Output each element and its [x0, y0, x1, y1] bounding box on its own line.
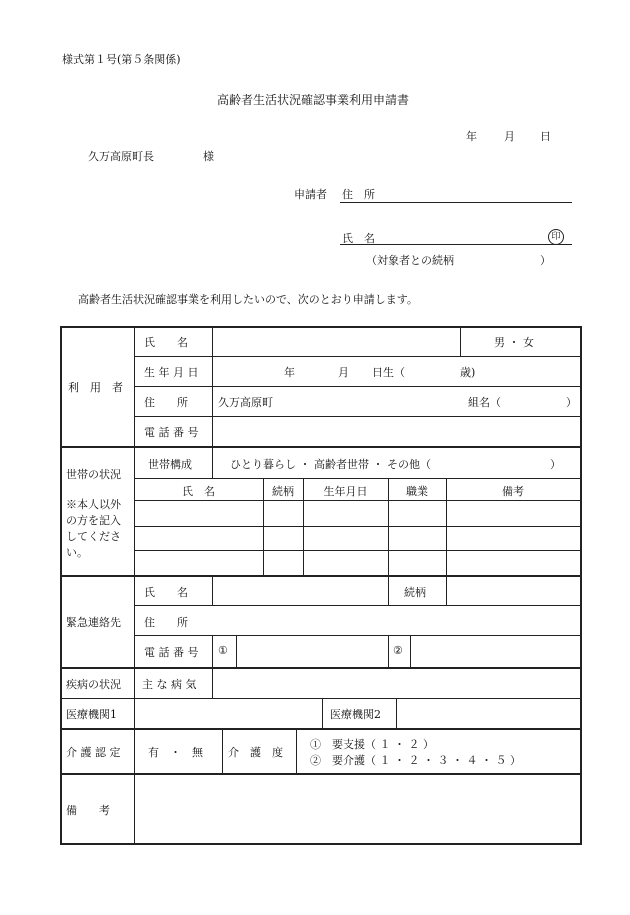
care-support-option[interactable]: ① 要支援（ １ ・ ２ ）: [310, 738, 434, 751]
disease-section-label: 疾病の状況: [66, 678, 121, 691]
care-level-label: 介 護 度: [228, 746, 283, 759]
household-col-occupation: 職業: [406, 485, 428, 498]
disease-main-label: 主 な 病 気: [142, 678, 197, 691]
user-dob-month: 月: [338, 366, 349, 379]
remarks-field[interactable]: [136, 776, 578, 842]
user-group-close: ）: [566, 396, 577, 409]
date-month-label: 月: [504, 130, 515, 143]
household-col-remarks: 備考: [502, 485, 524, 498]
household-col-dob: 生年月日: [323, 485, 368, 498]
medical-institution2-label: 医療機関2: [330, 708, 381, 721]
household-row[interactable]: [136, 502, 578, 525]
emergency-phone-label: 電 話 番 号: [144, 646, 199, 659]
user-dob-day: 日生（: [372, 366, 405, 379]
emergency-section-label: 緊急連絡先: [66, 616, 121, 629]
emergency-phone1-field[interactable]: [238, 638, 386, 665]
addressee-name: 久万高原町長: [88, 150, 154, 163]
household-note-line-4: い。: [66, 546, 88, 559]
form-number: 様式第１号(第５条関係): [62, 53, 181, 66]
user-phone-label: 電 話 番 号: [144, 426, 199, 439]
applicant-name-field[interactable]: [340, 244, 572, 245]
form-title: 高齢者生活状況確認事業利用申請書: [217, 93, 410, 107]
household-row[interactable]: [136, 528, 578, 549]
user-phone-field[interactable]: [214, 418, 578, 445]
seal-mark-icon: 印: [548, 229, 564, 245]
emergency-name-label: 氏 名: [144, 586, 188, 599]
applicant-name-label: 氏 名: [342, 232, 375, 245]
household-note-line-3: してくださ: [66, 530, 121, 543]
user-name-label: 氏 名: [144, 336, 188, 349]
user-dob-year: 年: [284, 366, 295, 379]
emergency-phone1-marker: ①: [218, 644, 228, 657]
emergency-relation-label: 続柄: [404, 586, 426, 599]
medical-institution1-label: 医療機関1: [66, 708, 117, 721]
care-care-option[interactable]: ② 要介護（ １ ・ ２ ・ ３ ・ ４ ・ ５ ）: [310, 754, 521, 767]
medical-institution1-field[interactable]: [136, 700, 320, 727]
household-section-label: 世帯の状況: [66, 468, 121, 481]
user-address-value[interactable]: 久万高原町: [218, 396, 273, 409]
household-composition-options[interactable]: ひとり暮らし ・ 高齢者世帯 ・ その他（: [230, 458, 431, 471]
care-section-label: 介 護 認 定: [66, 746, 121, 759]
user-name-field[interactable]: [214, 328, 458, 355]
household-col-relation: 続柄: [272, 485, 294, 498]
household-row[interactable]: [136, 552, 578, 574]
applicant-address-field[interactable]: [340, 202, 572, 203]
applicant-label: 申請者: [294, 188, 327, 201]
date-year-label: 年: [466, 130, 477, 143]
medical-institution2-field[interactable]: [398, 700, 578, 727]
remarks-label: 備 考: [66, 804, 110, 817]
addressee-honorific: 様: [203, 150, 214, 163]
user-section-label: 利 用 者: [68, 381, 123, 394]
emergency-phone2-field[interactable]: [412, 638, 578, 665]
household-composition-label: 世帯構成: [148, 458, 192, 471]
user-gender-options[interactable]: 男 ・ 女: [494, 336, 534, 349]
emergency-address-field[interactable]: [214, 608, 578, 634]
user-group-label: 組名（: [468, 396, 501, 409]
user-address-label: 住 所: [144, 396, 188, 409]
date-day-label: 日: [540, 130, 551, 143]
household-note-line-2: の方を記入: [66, 514, 121, 527]
household-note-line-1: ※本人以外: [66, 498, 121, 511]
household-col-name: 氏 名: [182, 485, 215, 498]
user-dob-age: 歳): [460, 366, 476, 379]
emergency-phone2-marker: ②: [393, 644, 403, 657]
care-yes-no-options[interactable]: 有 ・ 無: [148, 746, 203, 759]
applicant-address-label: 住 所: [342, 188, 375, 201]
household-composition-close: ）: [550, 458, 561, 471]
emergency-address-label: 住 所: [144, 616, 188, 629]
applicant-relationship-close: ）: [540, 254, 551, 267]
user-dob-label: 生 年 月 日: [144, 366, 199, 379]
emergency-relation-field[interactable]: [448, 578, 578, 604]
intro-text: 高齢者生活状況確認事業を利用したいので、次のとおり申請します。: [78, 293, 418, 306]
disease-main-field[interactable]: [214, 670, 578, 697]
applicant-relationship-label: （対象者との続柄: [366, 254, 454, 267]
emergency-name-field[interactable]: [214, 578, 386, 604]
